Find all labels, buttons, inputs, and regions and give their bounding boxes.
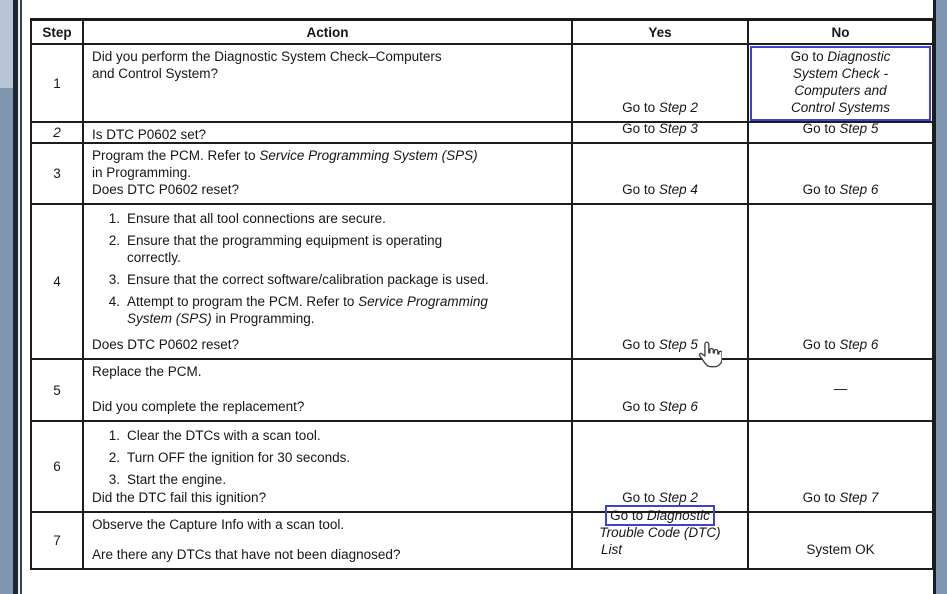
list-item-text-line [127, 293, 488, 310]
text-segment: in Programming. [211, 311, 315, 326]
step-cell [31, 204, 83, 359]
result-text-line[interactable] [753, 82, 928, 99]
step-cell [31, 44, 83, 122]
window-frame-corner [0, 0, 13, 88]
result-text-line [753, 336, 928, 353]
list-item-text-line [127, 210, 386, 227]
step-number: 3 [53, 166, 61, 181]
list-item-text-line [127, 427, 321, 444]
result-text-line [753, 541, 928, 558]
action-cell [83, 44, 572, 122]
text-segment: Go to [802, 182, 840, 197]
step-cell [31, 122, 83, 143]
action-list-item [90, 471, 565, 488]
action-question [90, 398, 565, 415]
result-text-line[interactable] [753, 99, 928, 116]
list-item-number: 2. [108, 233, 120, 248]
text-segment: Service Programming [358, 294, 488, 309]
no-cell [748, 359, 933, 421]
text-segment: System (SPS) [127, 311, 212, 326]
action-cell [83, 359, 572, 421]
table-row [31, 512, 933, 569]
step-cell [31, 421, 83, 512]
list-item-text-line [127, 471, 226, 488]
step-number: 6 [53, 459, 61, 474]
yes-cell [572, 143, 748, 204]
text-segment: Go to [790, 48, 828, 64]
action-text-line [90, 363, 565, 380]
text-segment: Computers and [794, 82, 887, 98]
text-segment: Step 5 [839, 121, 879, 136]
table-header-row [31, 20, 933, 45]
list-item-text-line [127, 310, 488, 327]
list-item-number: 2. [108, 450, 120, 465]
action-text-line [90, 48, 565, 65]
action-text-line [90, 147, 565, 164]
action-cell [83, 421, 572, 512]
text-segment: Are there any DTCs that have not been diagnosed? [92, 547, 401, 562]
text-segment: Step 6 [658, 399, 698, 414]
text-segment: Does DTC P0602 reset? [92, 337, 240, 352]
text-segment: Go to [622, 182, 659, 197]
result-text-line[interactable] [753, 65, 928, 82]
text-segment: Step 3 [658, 121, 698, 136]
column-header-no: No [748, 20, 933, 45]
hand-cursor-icon [696, 340, 722, 370]
text-segment: Attempt to program the PCM. Refer to [127, 294, 359, 309]
text-segment: in Programming. [92, 165, 192, 180]
text-segment: Replace the PCM. [92, 364, 202, 379]
action-cell [83, 143, 572, 204]
text-segment: Go to [622, 490, 659, 505]
action-text-line [90, 164, 565, 181]
text-segment: Ensure that the programming equipment is operating [127, 233, 443, 248]
no-cell [748, 44, 933, 122]
text-segment: Step 7 [839, 490, 879, 505]
result-text-line [577, 489, 743, 506]
text-segment: System OK [806, 542, 875, 557]
text-segment: Does DTC P0602 reset? [92, 182, 240, 197]
text-segment: Go to [622, 337, 659, 352]
text-segment: Is DTC P0602 set? [92, 127, 207, 142]
action-text-line [90, 126, 565, 143]
action-list-item [90, 449, 565, 466]
action-question [90, 181, 565, 198]
text-segment: Step 5 [658, 337, 698, 352]
step-number: 5 [53, 382, 61, 398]
column-header-yes: Yes [572, 20, 748, 45]
text-segment: Go to [802, 337, 840, 352]
action-question [90, 546, 565, 563]
text-segment: Step 6 [839, 182, 879, 197]
table-row [31, 122, 933, 143]
no-cell [748, 512, 933, 569]
table-row [31, 359, 933, 421]
action-question [90, 336, 565, 353]
yes-cell [572, 204, 748, 359]
list-item-text-line [127, 232, 442, 249]
text-segment: Control Systems [790, 99, 891, 115]
no-cell [748, 143, 933, 204]
list-item-number: 3. [108, 472, 120, 487]
text-segment: Go to [610, 508, 647, 523]
table-row [31, 204, 933, 359]
action-list-item [90, 293, 565, 327]
yes-cell [572, 508, 748, 569]
text-segment: Turn OFF the ignition for 30 seconds. [127, 450, 351, 465]
text-segment: Clear the DTCs with a scan tool. [127, 428, 321, 443]
text-segment: System Check - [792, 65, 889, 81]
text-segment: Go to [802, 490, 840, 505]
column-header-action: Action [83, 20, 572, 45]
table-row [31, 44, 933, 122]
step-cell [31, 512, 83, 569]
window-border-right [936, 0, 947, 594]
result-text-line [753, 120, 928, 137]
text-segment: Step 2 [658, 490, 698, 505]
text-segment: Step 6 [839, 337, 879, 352]
list-item-number: 4. [108, 294, 120, 309]
text-segment: Service Programming System (SPS) [259, 148, 478, 163]
link-box[interactable] [605, 505, 715, 526]
result-text-line [577, 398, 743, 415]
text-segment: correctly. [127, 250, 181, 265]
yes-cell [572, 421, 748, 512]
text-segment: Go to [802, 121, 840, 136]
yes-cell [572, 44, 748, 122]
text-segment: Program the PCM. Refer to [92, 148, 260, 163]
column-header-step: Step [31, 20, 83, 45]
text-segment: Trouble Code (DTC) [599, 525, 721, 540]
list-item-text-line [127, 271, 489, 288]
text-segment: — [833, 381, 848, 396]
document-page [22, 0, 933, 594]
action-list-item [90, 210, 565, 227]
result-text-line [753, 489, 928, 506]
text-segment: Go to [622, 121, 659, 136]
action-cell [83, 122, 572, 143]
text-segment: Go to [622, 399, 659, 414]
result-text-line [577, 181, 743, 198]
result-text-line [577, 120, 743, 137]
text-segment: Go to [622, 100, 659, 115]
list-item-text-line [127, 249, 442, 266]
text-segment: Diagnostic [646, 508, 710, 523]
action-question [90, 489, 565, 506]
step-number: 7 [53, 533, 61, 548]
text-segment: Step 2 [658, 100, 698, 115]
text-segment: Did you perform the Diagnostic System Check–Computers [92, 49, 442, 64]
no-cell [748, 421, 933, 512]
no-cell [748, 204, 933, 359]
text-segment: Ensure that all tool connections are secure. [127, 211, 386, 226]
action-text-line [90, 516, 565, 533]
text-segment: and Control System? [92, 66, 219, 81]
text-segment: Ensure that the correct software/calibration package is used. [127, 272, 489, 287]
diagnostic-table [30, 18, 934, 570]
yes-cell [572, 122, 748, 143]
action-list-item [90, 427, 565, 444]
result-text-line [753, 380, 928, 397]
text-segment: List [601, 542, 623, 557]
table-row [31, 421, 933, 512]
table-row [31, 143, 933, 204]
step-number: 4 [53, 274, 61, 289]
result-text-line [577, 507, 743, 524]
text-segment: Step 4 [658, 182, 698, 197]
action-text-line [90, 65, 565, 82]
step-cell [31, 359, 83, 421]
step-cell [31, 143, 83, 204]
action-list-item [90, 232, 565, 266]
result-text-line [577, 99, 743, 116]
action-list-item [90, 271, 565, 288]
list-item-text-line [127, 449, 350, 466]
action-cell [83, 204, 572, 359]
result-text-line [753, 181, 928, 198]
text-segment: Diagnostic [827, 48, 891, 64]
list-item-number: 1. [108, 211, 120, 226]
no-cell [748, 122, 933, 143]
step-number: 1 [53, 75, 61, 91]
result-text-line[interactable] [753, 48, 928, 65]
text-segment: Observe the Capture Info with a scan tool. [92, 517, 345, 532]
action-cell [83, 512, 572, 569]
list-item-number: 3. [108, 272, 120, 287]
text-segment: Did you complete the replacement? [92, 399, 305, 414]
list-item-number: 1. [108, 428, 120, 443]
result-text-line [577, 541, 743, 558]
text-segment: Start the engine. [127, 472, 227, 487]
result-text-line [577, 524, 743, 541]
text-segment: Did the DTC fail this ignition? [92, 490, 267, 505]
step-number: 2 [53, 125, 61, 140]
